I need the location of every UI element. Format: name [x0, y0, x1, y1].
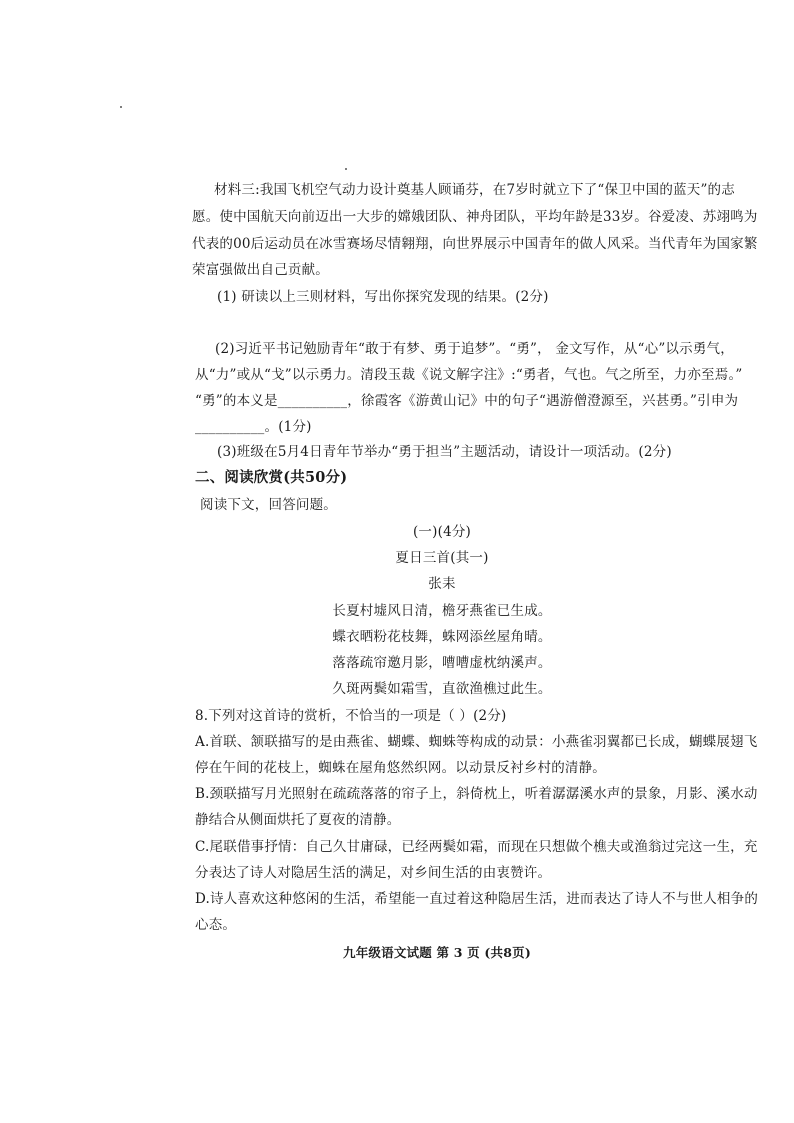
question-1: (1) 研读以上三则材料，写出你探究发现的结果。(2分)	[217, 289, 549, 305]
question-8-stem: 8.下列对这首诗的赏析，不恰当的一项是（ ）(2分)	[195, 708, 507, 724]
question-8-option: 分表达了诗人对隐居生活的满足，对乡间生活的由衷赞许。	[195, 865, 552, 881]
scan-speck	[120, 106, 122, 108]
section-heading: 二、阅读欣赏(共50分)	[195, 469, 348, 486]
question-8-option: 静结合从侧面烘托了夏夜的清静。	[195, 812, 401, 828]
question-8-option: 停在午间的花枝上，蜘蛛在屋角悠然织网。以动景反衬乡村的清静。	[195, 760, 606, 776]
question-8-option: 心态。	[195, 917, 237, 933]
question-3: (3)班级在5月4日青年节举办“勇于担当”主题活动，请设计一项活动。(2分)	[217, 444, 672, 460]
question-8-option: D.诗人喜欢这种悠闲的生活，希望能一直过着这种隐居生活，进而表达了诗人不与世人相争的	[195, 891, 759, 907]
question-8-option: C.尾联借事抒情：自己久甘庸碌，已经两鬓如霜，而现在只想做个樵夫或渔翁过完这一生，充	[195, 839, 758, 855]
material3-line: 荣富强做出自己贡献。	[192, 262, 329, 278]
page-footer: 九年级语文试题 第 3 页 (共8页)	[343, 945, 531, 960]
question-2-line: 从“力”或从“戈”以示勇力。清段玉裁《说文解字注》:“勇者，气也。气之所至，力亦至焉。”	[195, 367, 743, 383]
poem-line: 长夏村墟风日清，檐牙燕雀已生成。	[332, 603, 552, 619]
material3-line: 材料三:我国飞机空气动力设计奠基人顾诵芬，在7岁时就立下了“保卫中国的蓝天”的志	[214, 182, 735, 198]
scan-speck	[345, 168, 347, 170]
question-2-line: (2)习近平书记勉励青年“敢于有梦、勇于追梦”。“勇”， 金文写作，从“心”以示勇气，	[215, 341, 734, 357]
question-2-line: __________。(1分)	[195, 419, 312, 435]
section-instruction: 阅读下文，回答问题。	[200, 497, 337, 513]
question-8-option: A.首联、颔联描写的是由燕雀、蝴蝶、蜘蛛等构成的动景：小燕雀羽翼都已长成，蝴蝶展翅飞	[195, 734, 758, 750]
material3-line: 代表的00后运动员在冰雪赛场尽情翱翔，向世界展示中国青年的做人风采。当代青年为国家繁	[192, 236, 758, 252]
poem-line: 落落疏帘邀月影，嘈嘈虚枕纳溪声。	[332, 655, 552, 671]
poem-line: 蝶衣晒粉花枝舞，蛛网添丝屋角晴。	[332, 629, 552, 645]
material3-line: 愿。使中国航天向前迈出一大步的嫦娥团队、神舟团队，平均年龄是33岁。谷爱凌、苏翊鸣为	[192, 209, 758, 225]
question-8-option: B.颈联描写月光照射在疏疏落落的帘子上，斜倚枕上，听着潺潺溪水声的景象，月影、溪水动	[195, 786, 758, 802]
poem-line: 久斑两鬓如霜雪，直欲渔樵过此生。	[332, 681, 552, 697]
poem-author: 张耒	[428, 576, 456, 592]
question-2-line: “勇”的本义是__________，徐霞客《游黄山记》中的句子“遇游僧澄源至，兴甚勇。”引申为	[195, 393, 739, 409]
poem-part-label: (一)(4分)	[412, 524, 472, 540]
poem-title: 夏日三首(其一)	[395, 550, 489, 566]
